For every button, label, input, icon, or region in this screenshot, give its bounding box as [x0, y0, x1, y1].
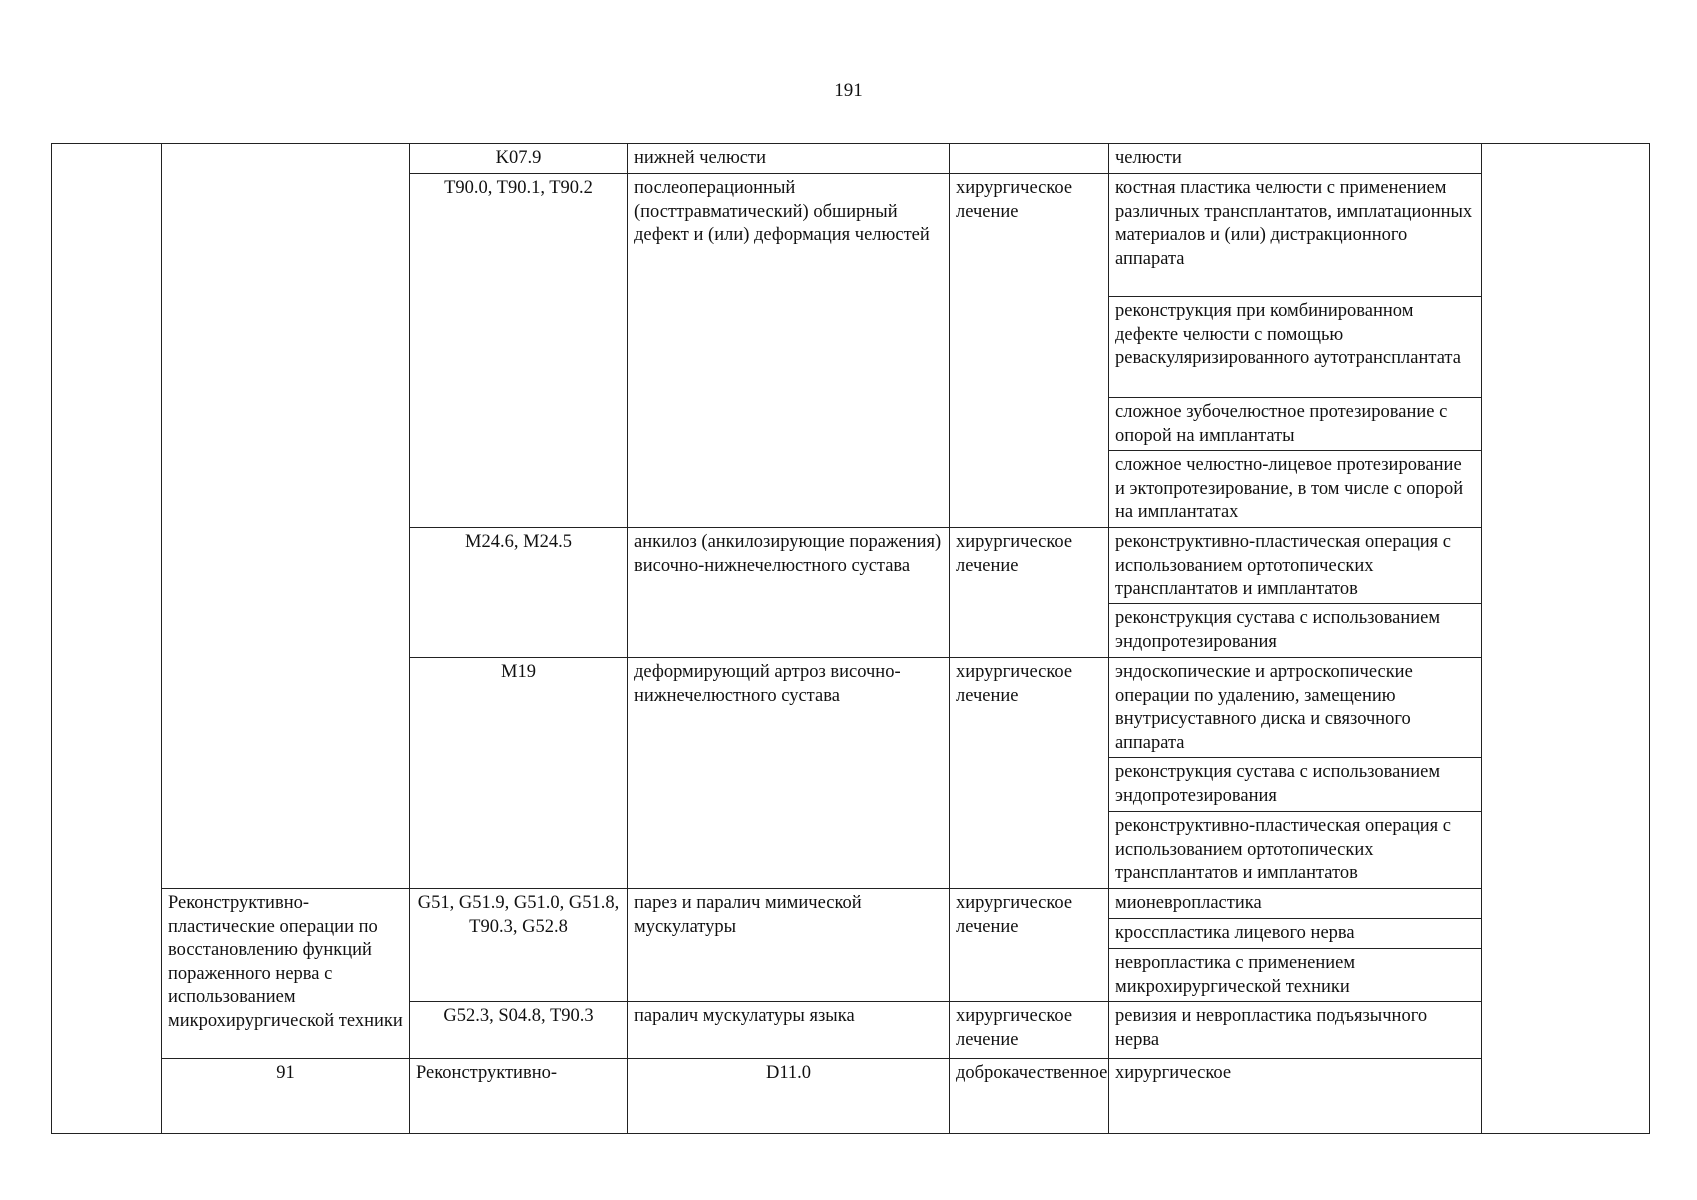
method-cell: кросспластика лицевого нерва	[1109, 919, 1482, 949]
group-name-cell: Реконструктивно-	[410, 1059, 628, 1134]
table-row	[52, 1059, 1650, 1134]
diagnosis-cell: парез и паралич мимической мускулатуры	[628, 889, 950, 1002]
group-name-cell	[162, 144, 410, 889]
table-row	[52, 144, 1650, 174]
treatment-cell: хирургическое лечение	[950, 658, 1109, 889]
diagnosis-cell: паралич мускулатуры языка	[628, 1002, 950, 1059]
code-cell: M24.6, M24.5	[410, 528, 628, 658]
treatment-cell: хирургическое лечение	[950, 1002, 1109, 1059]
method-cell: ревизия и невропластика подъязычного нерва	[1109, 1002, 1482, 1059]
code-cell: T90.0, T90.1, T90.2	[410, 174, 628, 528]
method-cell: сложное зубочелюстное протезирование с опорой на имплантаты	[1109, 398, 1482, 451]
diagnosis-cell: нижней челюсти	[628, 144, 950, 174]
method-cell: мионевропластика	[1109, 889, 1482, 919]
table-row	[52, 889, 1650, 919]
code-cell: G52.3, S04.8, T90.3	[410, 1002, 628, 1059]
method-cell: реконструктивно-пластическая операция с использованием ортотопических трансплантатов и имплантатов	[1109, 812, 1482, 889]
diagnosis-cell: деформирующий артроз височно-нижнечелюстного сустава	[628, 658, 950, 889]
method-cell: реконструкция при комбинированном дефекте челюсти с помощью реваскуляризированного аутотрансплантата	[1109, 297, 1482, 398]
group-name-cell: Реконструктивно-пластические операции по восстановлению функций пораженного нерва с использованием микрохирургической техники	[162, 889, 410, 1059]
diagnosis-cell: послеоперационный (посттравматический) обширный дефект и (или) деформация челюстей	[628, 174, 950, 528]
page-number: 191	[834, 80, 863, 101]
diagnosis-cell: доброкачественное	[950, 1059, 1109, 1134]
cost-cell	[1482, 144, 1650, 1134]
method-cell: реконструкция сустава с использованием эндопротезирования	[1109, 604, 1482, 658]
code-cell: G51, G51.9, G51.0, G51.8, T90.3, G52.8	[410, 889, 628, 1002]
method-cell: костная пластика челюсти с применением различных трансплантатов, имплатационных материалов и (или) дистракционного аппарата	[1109, 174, 1482, 297]
treatment-cell: хирургическое лечение	[950, 174, 1109, 528]
method-cell: невропластика с применением микрохирургической техники	[1109, 949, 1482, 1002]
number-cell: 91	[162, 1059, 410, 1134]
number-cell	[52, 144, 162, 1134]
method-cell: эндоскопические и артроскопические операции по удалению, замещению внутрисуставного диска и связочного аппарата	[1109, 658, 1482, 758]
code-cell: D11.0	[628, 1059, 950, 1134]
code-cell: M19	[410, 658, 628, 889]
treatment-cell: хирургическое лечение	[950, 889, 1109, 1002]
treatment-cell	[950, 144, 1109, 174]
method-cell: челюсти	[1109, 144, 1482, 174]
treatment-cell: хирургическое	[1109, 1059, 1482, 1134]
treatment-cell: хирургическое лечение	[950, 528, 1109, 658]
code-cell: K07.9	[410, 144, 628, 174]
method-cell: реконструктивно-пластическая операция с использованием ортотопических трансплантатов и имплантатов	[1109, 528, 1482, 604]
method-cell: сложное челюстно-лицевое протезирование и эктопротезирование, в том числе с опорой на имплантатах	[1109, 451, 1482, 528]
diagnosis-cell: анкилоз (анкилозирующие поражения) височно-нижнечелюстного сустава	[628, 528, 950, 658]
method-cell: реконструкция сустава с использованием эндопротезирования	[1109, 758, 1482, 812]
procedures-table	[51, 143, 1650, 1134]
